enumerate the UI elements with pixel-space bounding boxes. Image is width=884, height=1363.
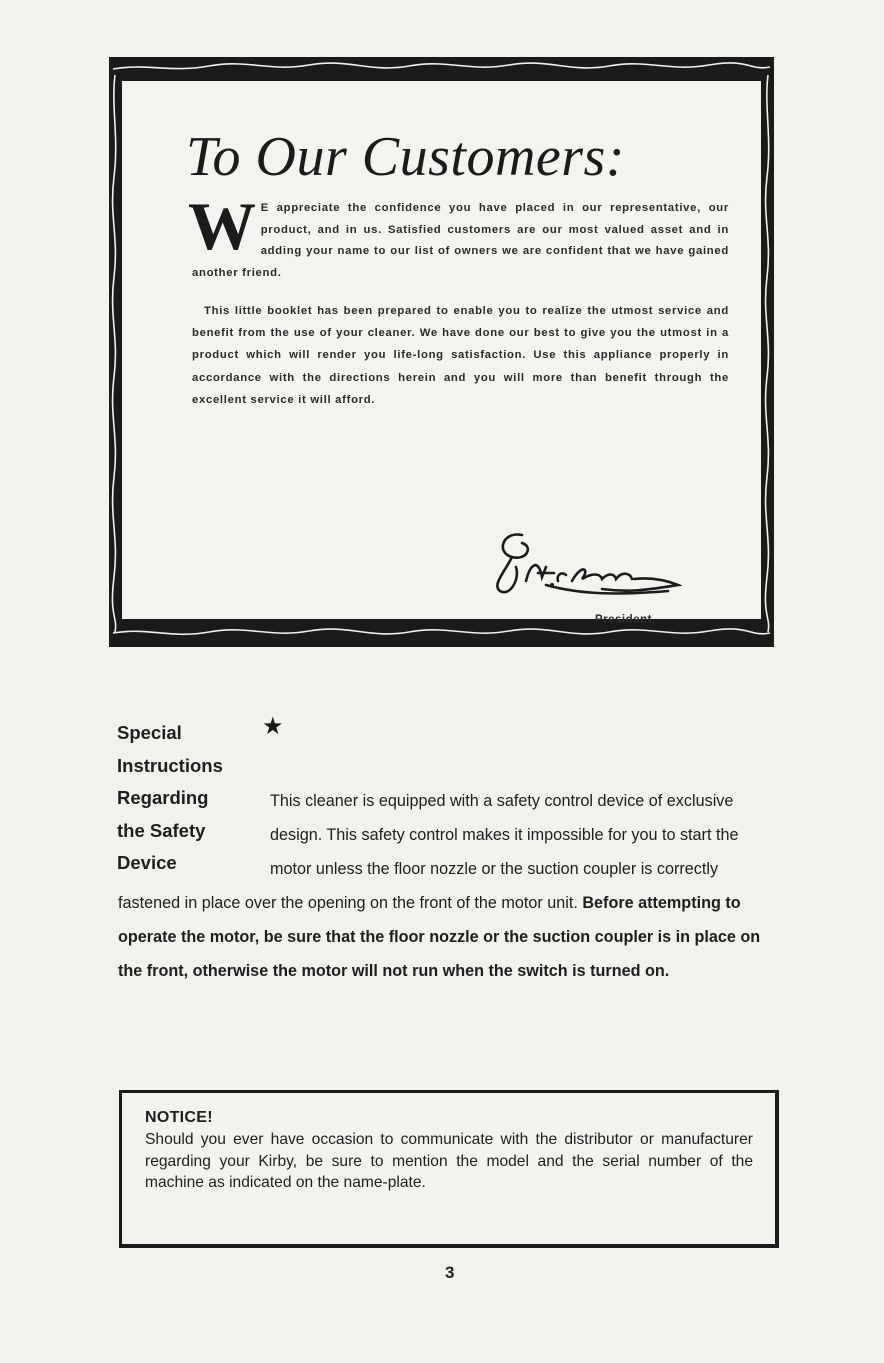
president-title: President.	[595, 614, 656, 626]
president-signature	[482, 523, 682, 603]
heading-line: the Safety	[117, 819, 206, 841]
letter-title: To Our Customers:	[186, 126, 625, 188]
letter-panel	[122, 81, 761, 626]
page-number: 3	[445, 1263, 455, 1282]
letter-paragraph-2: This little booklet has been prepared to enable you to realize the utmost service and benefit from the use of your cleaner. We have done our best to give you the utmost in a product which will render you life-long satisfaction. Use this appliance properly in accordance with the directions herein and you will more than benefit through the excellent service it will afford.	[192, 305, 729, 406]
letter-frame	[109, 57, 774, 647]
heading-spacer	[118, 784, 270, 886]
drop-cap: W	[188, 188, 257, 264]
notice-title: NOTICE!	[145, 1109, 213, 1126]
letter-body	[188, 188, 729, 411]
star-icon: ★	[262, 712, 284, 740]
heading-line: Instructions	[117, 754, 223, 776]
letter-paragraph-1-text: E appreciate the confidence you have placed in our representative, our product, and in us. Satisfied customers are our most valued asset and in adding your name to our list of owners we are confident that we have gained another friend.	[192, 202, 729, 279]
notice-box	[119, 1090, 779, 1248]
heading-line: Device	[117, 852, 177, 873]
notice-body: Should you ever have occasion to communicate with the distributor or manufacturer regarding your Kirby, be sure to mention the model and the serial number of the machine as indicated on the name-plate.	[145, 1131, 753, 1191]
heading-line: Special	[117, 722, 182, 743]
safety-text-regular: This cleaner is equipped with a safety control device of exclusive design. This safety control makes it impossible for you to start the motor unless the floor nozzle or the suction coupler is correctly fastened in place over the opening on the front of the motor unit.	[118, 792, 739, 912]
heading-line: Regarding	[117, 787, 209, 808]
safety-device-text	[118, 784, 776, 988]
safety-text-bold: Before attempting to operate the motor, be sure that the floor nozzle or the suction coupler is in place on the front, otherwise the motor will not run when the switch is turned on.	[118, 894, 761, 980]
letter-paragraph-1	[188, 188, 729, 284]
